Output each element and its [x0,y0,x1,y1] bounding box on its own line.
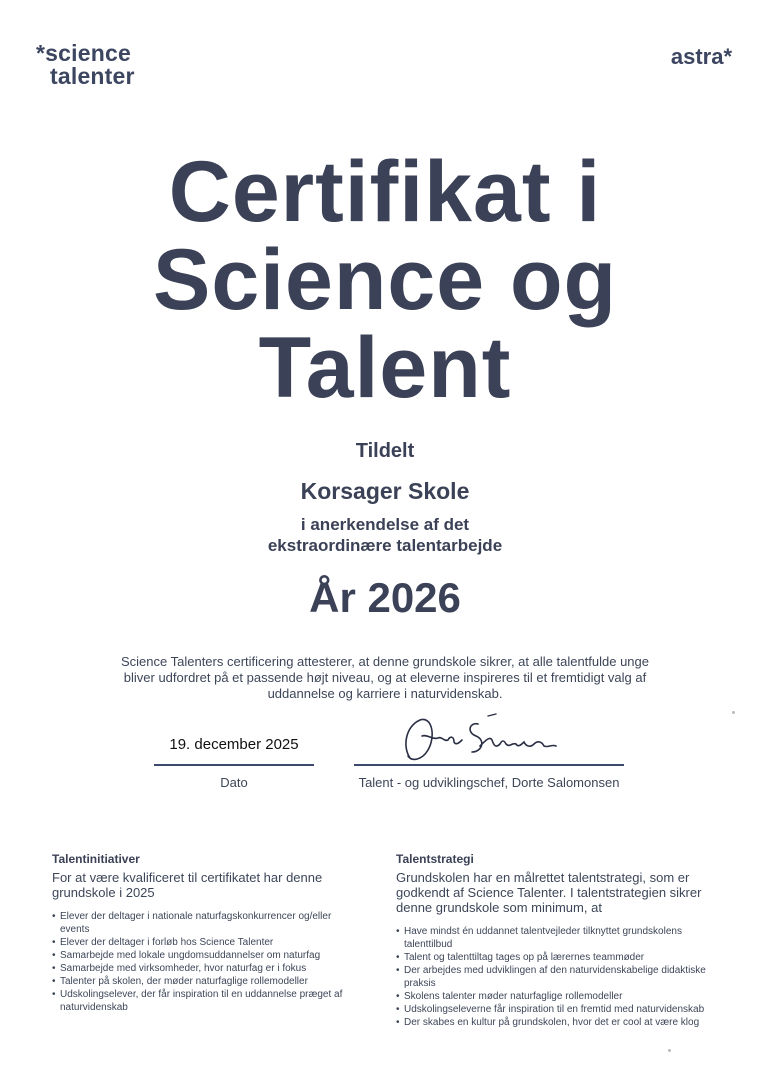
talentstrategi-intro: Grundskolen har en målrettet talentstrategi, som er godkendt af Science Talenter. I talentstrategien sikrer denne grundskole som minimum, at [396,870,702,915]
list-item: • Udskolingseleverne får inspiration til en fremtid med naturvidenskab [396,1003,716,1016]
date-value: 19. december 2025 [169,736,299,753]
title-line3: Talent [258,320,512,416]
signature-label: Talent - og udviklingschef, Dorte Salomonsen [358,775,620,790]
talentstrategi-heading: Talentstrategi [396,852,474,866]
tildelt-label: Tildelt [355,440,415,462]
list-item: • Have mindst én uddannet talentvejleder tilknyttet grundskolens talenttilbud [396,925,716,951]
recognition-text [0,514,770,556]
signature-underline [354,764,624,766]
certificate-title [0,144,770,416]
list-item: • Skolens talenter møder naturfaglige rollemodeller [396,990,716,1003]
talentinitiativer-list [52,910,352,1014]
award-year: År 2026 [309,574,461,621]
list-item: • Der arbejdes med udviklingen af den naturvidenskabelige didaktiske praksis [396,964,716,990]
list-item: • Elever der deltager i forløb hos Science Talenter [52,936,352,949]
list-item: • Udskolingselever, der får inspiration til en uddannelse præget af naturvidenskab [52,988,352,1014]
date-label: Dato [220,775,248,790]
list-item: • Samarbejde med lokale ungdomsuddannelser om naturfag [52,949,352,962]
list-item: • Talent og talenttiltag tages op på lærernes teammøder [396,951,716,964]
logo-left-line1: *science [36,40,131,66]
scan-speck [668,1049,671,1052]
talentinitiativer-section [52,852,352,1014]
signature-image [392,706,572,770]
list-item: • Samarbejde med virksomheder, hvor naturfag er i fokus [52,962,352,975]
scan-speck [732,711,735,714]
date-underline [154,764,314,766]
list-item: • Talenter på skolen, der møder naturfaglige rollemodeller [52,975,352,988]
recognition-line1: i anerkendelse af det [300,515,470,534]
talentstrategi-section [396,852,716,1029]
list-item: • Der skabes en kultur på grundskolen, hvor det er cool at være klog [396,1016,716,1029]
title-line2: Science og [152,232,618,328]
recognition-line2: ekstraordinære talentarbejde [267,536,503,555]
logo-left-line2: talenter [50,63,135,89]
talentstrategi-list [396,925,716,1029]
talentinitiativer-intro: For at være kvalificeret til certifikatet har denne grundskole i 2025 [52,870,323,900]
talentinitiativer-heading: Talentinitiativer [52,852,140,866]
certificate-description: Science Talenters certificering attesterer, at denne grundskole sikrer, at alle talentfulde unge bliver udfordret på et passende højt niveau, og at eleverne inspireres til et fremtidigt valg af uddannelse og karriere i naturvidenskab. [120,654,650,701]
list-item: • Elever der deltager i nationale naturfagskonkurrencer og/eller events [52,910,352,936]
astra-logo: astra* [670,44,732,69]
school-name: Korsager Skole [300,478,470,504]
science-talenter-logo [36,42,135,88]
title-line1: Certifikat i [168,144,602,240]
